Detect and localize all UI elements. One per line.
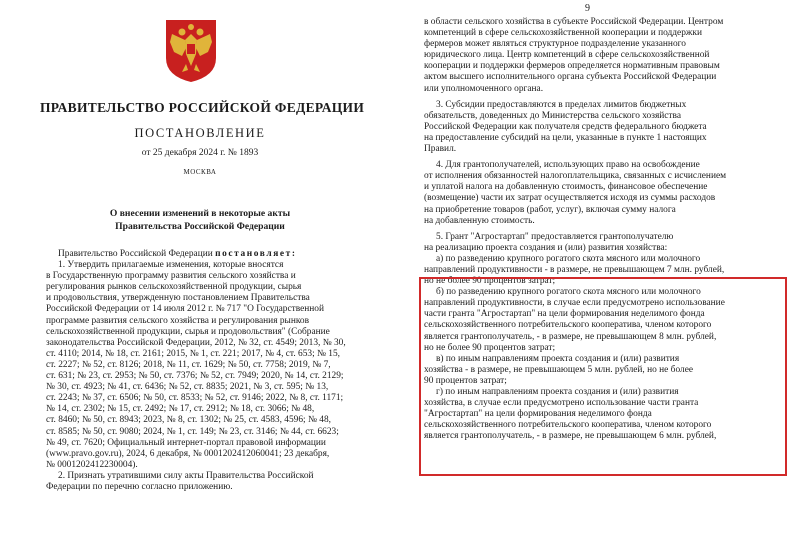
text-line: но не более 90 процентов затрат;: [424, 276, 556, 287]
text-line: кооперации и поддержки фермеров определяется нормативным правовым: [424, 61, 720, 72]
text-line: 5. Грант "Агростартап" предоставляется грантополучателю: [436, 231, 674, 242]
gov-title: ПРАВИТЕЛЬСТВО РОССИЙСКОЙ ФЕДЕРАЦИИ: [40, 100, 365, 115]
left-lines: [46, 260, 360, 493]
text-line: фермеров может являться структурное подразделение указанного: [424, 39, 686, 50]
right-page: [410, 0, 800, 542]
text-line: а) по разведению крупного рогатого скота мясного или молочного: [436, 253, 701, 264]
paragraph: [424, 160, 774, 227]
text-line: в Государственную программу развития сельского хозяйства и: [46, 271, 296, 282]
paragraph: [424, 100, 774, 155]
text-line: 90 процентов затрат;: [424, 375, 507, 386]
text-line: Российской Федерации как получателя средств федерального бюджета: [424, 121, 707, 132]
text-line: № 14, ст. 2302; № 15, ст. 2492; № 17, ст. 2912; № 18, ст. 3066; № 48,: [46, 404, 315, 415]
text-line: и уплатой налога на добавленную стоимость, финансовое обеспечение: [424, 182, 708, 193]
text-line: направлений продуктивности, в случае если предусмотрено использование: [424, 298, 725, 309]
subject-line: Правительства Российской Федерации: [115, 220, 285, 232]
paragraph: [424, 354, 774, 387]
paragraph: [424, 232, 774, 254]
text-line: на приобретение товаров (работ, услуг), включая сумму налога: [424, 204, 676, 215]
text-line: № 49, ст. 7620; Официальный интернет-портал правовой информации: [46, 437, 326, 448]
text-line: ст. 8460; № 50, ст. 8943; 2023, № 8, ст. 1302; № 25, ст. 4583, 4596; № 48,: [46, 415, 331, 426]
preamble-word: постановляет:: [215, 249, 297, 259]
text-line: (www.pravo.gov.ru), 2024, 6 декабря, № 0001202412060041; 23 декабря,: [46, 448, 330, 459]
text-line: является грантополучатель, - в размере, не превышающем 8 млн. рублей,: [424, 331, 717, 342]
text-line: (возмещение) части их затрат осуществляется исходя из суммы расходов: [424, 193, 716, 204]
text-line: является грантополучатель, - в размере, не превышающем 6 млн. рублей,: [424, 431, 717, 442]
text-line: программе развития сельского хозяйства и регулирования рынков: [46, 315, 310, 326]
text-line: хозяйства, в случае если предусмотрено использование части гранта: [424, 398, 699, 409]
paragraph: [424, 17, 774, 95]
text-line: в) по иным направлениям проекта создания и (или) развития: [436, 353, 680, 364]
text-line: сельскохозяйственной продукции, сырья и продовольствия" (Собрание: [46, 326, 330, 337]
text-line: направлений продуктивности - в размере, не превышающем 7 млн. рублей,: [424, 264, 725, 275]
coat-of-arms-icon: [164, 18, 218, 84]
preamble-start: Правительство Российской Федерации: [58, 249, 213, 259]
text-line: ст. 8585; № 50, ст. 9080; 2024, № 1, ст. 149; № 23, ст. 3146; № 44, ст. 6623;: [46, 426, 339, 437]
text-line: актом высшего исполнительного органа субъекта Российской Федерации: [424, 72, 717, 83]
text-line: обязательств, доведенных до Министерства сельского хозяйства: [424, 110, 681, 121]
text-line: на добавленную стоимость.: [424, 215, 535, 226]
text-line: "Агростартап" на цели формирования неделимого фонда: [424, 409, 652, 420]
paragraph: [424, 254, 774, 287]
text-line: Российской Федерации от 14 июля 2012 г. № 717 "О Государственной: [46, 304, 325, 315]
text-line: хозяйства - в размере, не превышающем 5 млн. рублей, но не более: [424, 364, 694, 375]
right-body-text: [424, 17, 774, 442]
text-line: сельскохозяйственного потребительского кооператива, членом которого: [424, 420, 712, 431]
decree-title: ПОСТАНОВЛЕНИЕ: [134, 126, 266, 140]
text-line: 1. Утвердить прилагаемые изменения, которые вносятся: [58, 260, 284, 271]
text-line: 3. Субсидии предоставляются в пределах лимитов бюджетных: [436, 99, 687, 110]
text-line: на реализацию проекта создания и (или) развития хозяйства:: [424, 242, 668, 253]
text-line: но не более 90 процентов затрат;: [424, 342, 556, 353]
preamble: [46, 249, 360, 260]
text-line: Правил.: [424, 144, 457, 155]
subject-line: О внесении изменений в некоторые акты: [109, 208, 291, 219]
text-line: 4. Для грантополучателей, использующих право на освобождение: [436, 160, 700, 171]
text-line: сельскохозяйственного потребительского кооператива, членом которого: [424, 320, 712, 331]
page-number: 9: [585, 3, 590, 14]
text-line: юридического лица. Центр компетенций в сфере сельскохозяйственной: [424, 50, 710, 61]
text-line: г) по иным направлениям проекта создания и (или) развития: [436, 387, 679, 397]
text-line: части гранта "Агростартап" на цели формирования неделимого фонда: [424, 309, 705, 320]
text-line: законодательства Российской Федерации, 2012, № 32, ст. 4549; 2013, № 30,: [46, 337, 346, 348]
text-line: ст. 4110; 2014, № 18, ст. 2161; 2015, № 1, ст. 221; 2017, № 4, ст. 653; № 15,: [46, 348, 341, 359]
text-line: на предоставление субсидий на цели, указанные в пункте 1 настоящих: [424, 132, 707, 143]
text-line: ст. 631; № 23, ст. 2953; № 50, ст. 7376; № 52, ст. 7949; 2020, № 14, ст. 2129;: [46, 371, 344, 382]
text-line: Федерации по перечню согласно приложению.: [46, 481, 233, 492]
paragraph: [424, 287, 774, 354]
subject-heading: [40, 208, 360, 233]
text-line: б) по разведению крупного рогатого скота мясного или молочного: [436, 287, 701, 298]
text-line: регулирования рынков сельскохозяйственной продукции, сырья: [46, 282, 302, 293]
paragraph: [424, 387, 774, 442]
text-line: № 0001202412230004).: [46, 459, 138, 470]
text-line: № 30, ст. 4923; № 41, ст. 6436; № 52, ст. 8835; 2021, № 3, ст. 595; № 13,: [46, 382, 329, 393]
decree-date: от 25 декабря 2024 г. № 1893: [141, 148, 259, 158]
left-body-text: [46, 249, 360, 493]
text-line: в области сельского хозяйства в субъекте Российской Федерации. Центром: [424, 17, 724, 27]
text-line: 2. Признать утратившими силу акты Правительства Российской: [58, 470, 314, 481]
text-line: компетенций в сфере сельскохозяйственной кооперации и поддержки: [424, 28, 702, 39]
text-line: ст. 2243; № 37, ст. 6506; № 50, ст. 8533; № 52, ст. 9146; 2022, № 8, ст. 1171;: [46, 393, 344, 404]
text-line: или уполномоченного органа.: [424, 83, 544, 94]
city: МОСКВА: [183, 168, 217, 176]
text-line: и продовольствия, утвержденную постановлением Правительства: [46, 293, 310, 304]
text-line: ст. 2227; № 52, ст. 8126; 2018, № 11, ст. 1629; № 50, ст. 7758; 2019, № 7,: [46, 359, 331, 370]
text-line: от исполнения обязанностей налогоплательщика, связанных с исчислением: [424, 171, 727, 182]
